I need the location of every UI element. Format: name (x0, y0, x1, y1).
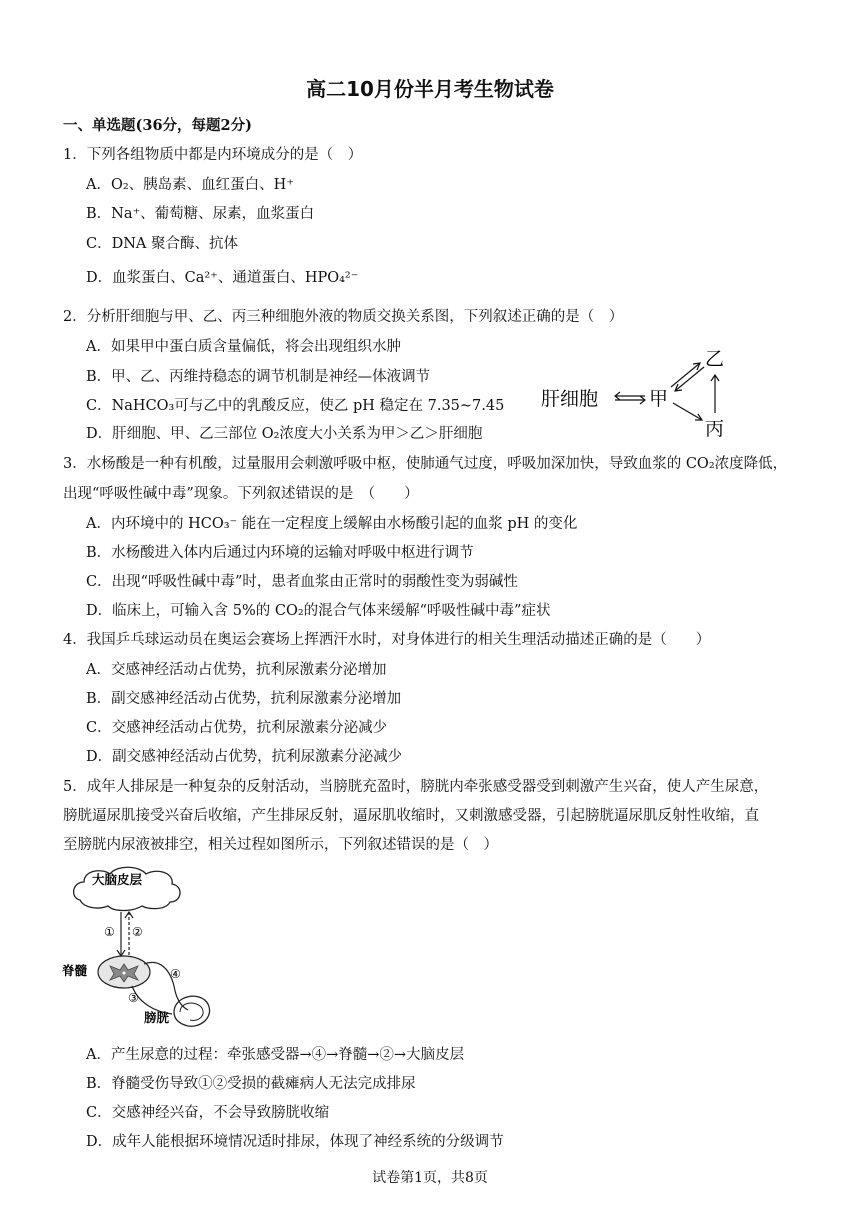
question-5-option-d: D．成年人能根据环境情况适时排尿，体现了神经系统的分级调节 (86, 1134, 504, 1150)
question-3-option-c: C．出现“呼吸性碱中毒”时，患者血浆由正常时的弱酸性变为弱碱性 (86, 574, 518, 590)
question-5-option-a: A．产生尿意的过程：牵张感受器→④→脊髓→②→大脑皮层 (86, 1047, 465, 1063)
section-heading: 一、单选题(36分，每题2分) (63, 117, 252, 134)
page-footer: 试卷第1页，共8页 (372, 1170, 488, 1186)
question-1-option-b: B．Na⁺、葡萄糖、尿素，血浆蛋白 (86, 206, 315, 222)
question-5-stem-line-2: 膀胱逼尿肌接受兴奋后收缩，产生排尿反射，逼尿肌收缩时，又刺激感受器，引起膀胱逼尿肌反射性收缩，直 (63, 808, 759, 824)
question-5-option-c: C．交感神经兴奋，不会导致膀胱收缩 (86, 1105, 330, 1121)
question-3-stem-line-2: 出现“呼吸性碱中毒”现象。下列叙述错误的是 （ ） (63, 486, 419, 502)
question-1-option-a: A．O₂、胰岛素、血红蛋白、H⁺ (86, 177, 294, 193)
question-3-stem-line-1: 3．水杨酸是一种有机酸，过量服用会刺激呼吸中枢，使肺通气过度，呼吸加深加快，导致血浆的 CO₂浓度降低， (63, 456, 788, 472)
question-3-option-d: D．临床上，可输入含 5%的 CO₂的混合气体来缓解“呼吸性碱中毒”症状 (86, 603, 551, 619)
page-title: 高二10月份半月考生物试卷 (306, 77, 554, 101)
diagram-label-jia: 甲 (649, 388, 669, 410)
question-4-option-c: C．交感神经活动占优势，抗利尿激素分泌减少 (86, 720, 388, 736)
label-cerebral-cortex: 大脑皮层 (92, 872, 143, 887)
question-1-option-c: C．DNA 聚合酶、抗体 (86, 236, 238, 252)
question-2-option-a: A．如果甲中蛋白质含量偏低，将会出现组织水肿 (86, 339, 401, 355)
label-bladder: 膀胱 (144, 1010, 170, 1025)
diagram-label-yi: 乙 (705, 348, 725, 370)
fluid-exchange-diagram (535, 345, 750, 440)
question-3-option-b: B．水杨酸进入体内后通过内环境的运输对呼吸中枢进行调节 (86, 545, 474, 561)
label-pathway-4: ④ (170, 967, 181, 981)
question-4-option-b: B．副交感神经活动占优势，抗利尿激素分泌增加 (86, 691, 402, 707)
question-3-option-a: A．内环境中的 HCO₃⁻ 能在一定程度上缓解由水杨酸引起的血浆 pH 的变化 (86, 516, 578, 532)
question-2-option-d: D．肝细胞、甲、乙三部位 O₂浓度大小关系为甲＞乙＞肝细胞 (86, 426, 483, 442)
question-4-stem: 4．我国乒乓球运动员在奥运会赛场上挥洒汗水时，对身体进行的相关生理活动描述正确的是（ ） (63, 632, 711, 648)
question-5-stem-line-1: 5．成年人排尿是一种复杂的反射活动，当膀胱充盈时，膀胱内牵张感受器受到刺激产生兴奋，使人产生尿意， (63, 779, 769, 795)
question-2-option-c: C．NaHCO₃可与乙中的乳酸反应，使乙 pH 稳定在 7.35~7.45 (86, 398, 505, 414)
label-pathway-1: ① (104, 925, 115, 939)
question-2-stem: 2．分析肝细胞与甲、乙、丙三种细胞外液的物质交换关系图，下列叙述正确的是（ ） (63, 309, 624, 325)
label-pathway-3: ③ (128, 991, 139, 1005)
question-4-option-a: A．交感神经活动占优势，抗利尿激素分泌增加 (86, 662, 387, 678)
question-1-option-d: D．血浆蛋白、Ca²⁺、通道蛋白、HPO₄²⁻ (86, 270, 359, 286)
urination-reflex-diagram (62, 862, 222, 1034)
diagram-label-bing: 丙 (705, 418, 725, 440)
question-4-option-d: D．副交感神经活动占优势，抗利尿激素分泌减少 (86, 749, 403, 765)
label-spinal-cord: 脊髓 (62, 963, 88, 978)
bladder-outline (174, 996, 210, 1026)
question-5-option-b: B．脊髓受伤导致①②受损的截瘫病人无法完成排尿 (86, 1076, 416, 1092)
question-1-stem: 1．下列各组物质中都是内环境成分的是（ ） (63, 147, 363, 163)
question-5-stem-line-3: 至膀胱内尿液被排空，相关过程如图所示，下列叙述错误的是（ ） (63, 837, 498, 853)
diagram-liver-cell-label: 肝细胞 (541, 388, 599, 410)
question-2-option-b: B．甲、乙、丙维持稳态的调节机制是神经—体液调节 (86, 369, 431, 385)
label-pathway-2: ② (132, 925, 143, 939)
